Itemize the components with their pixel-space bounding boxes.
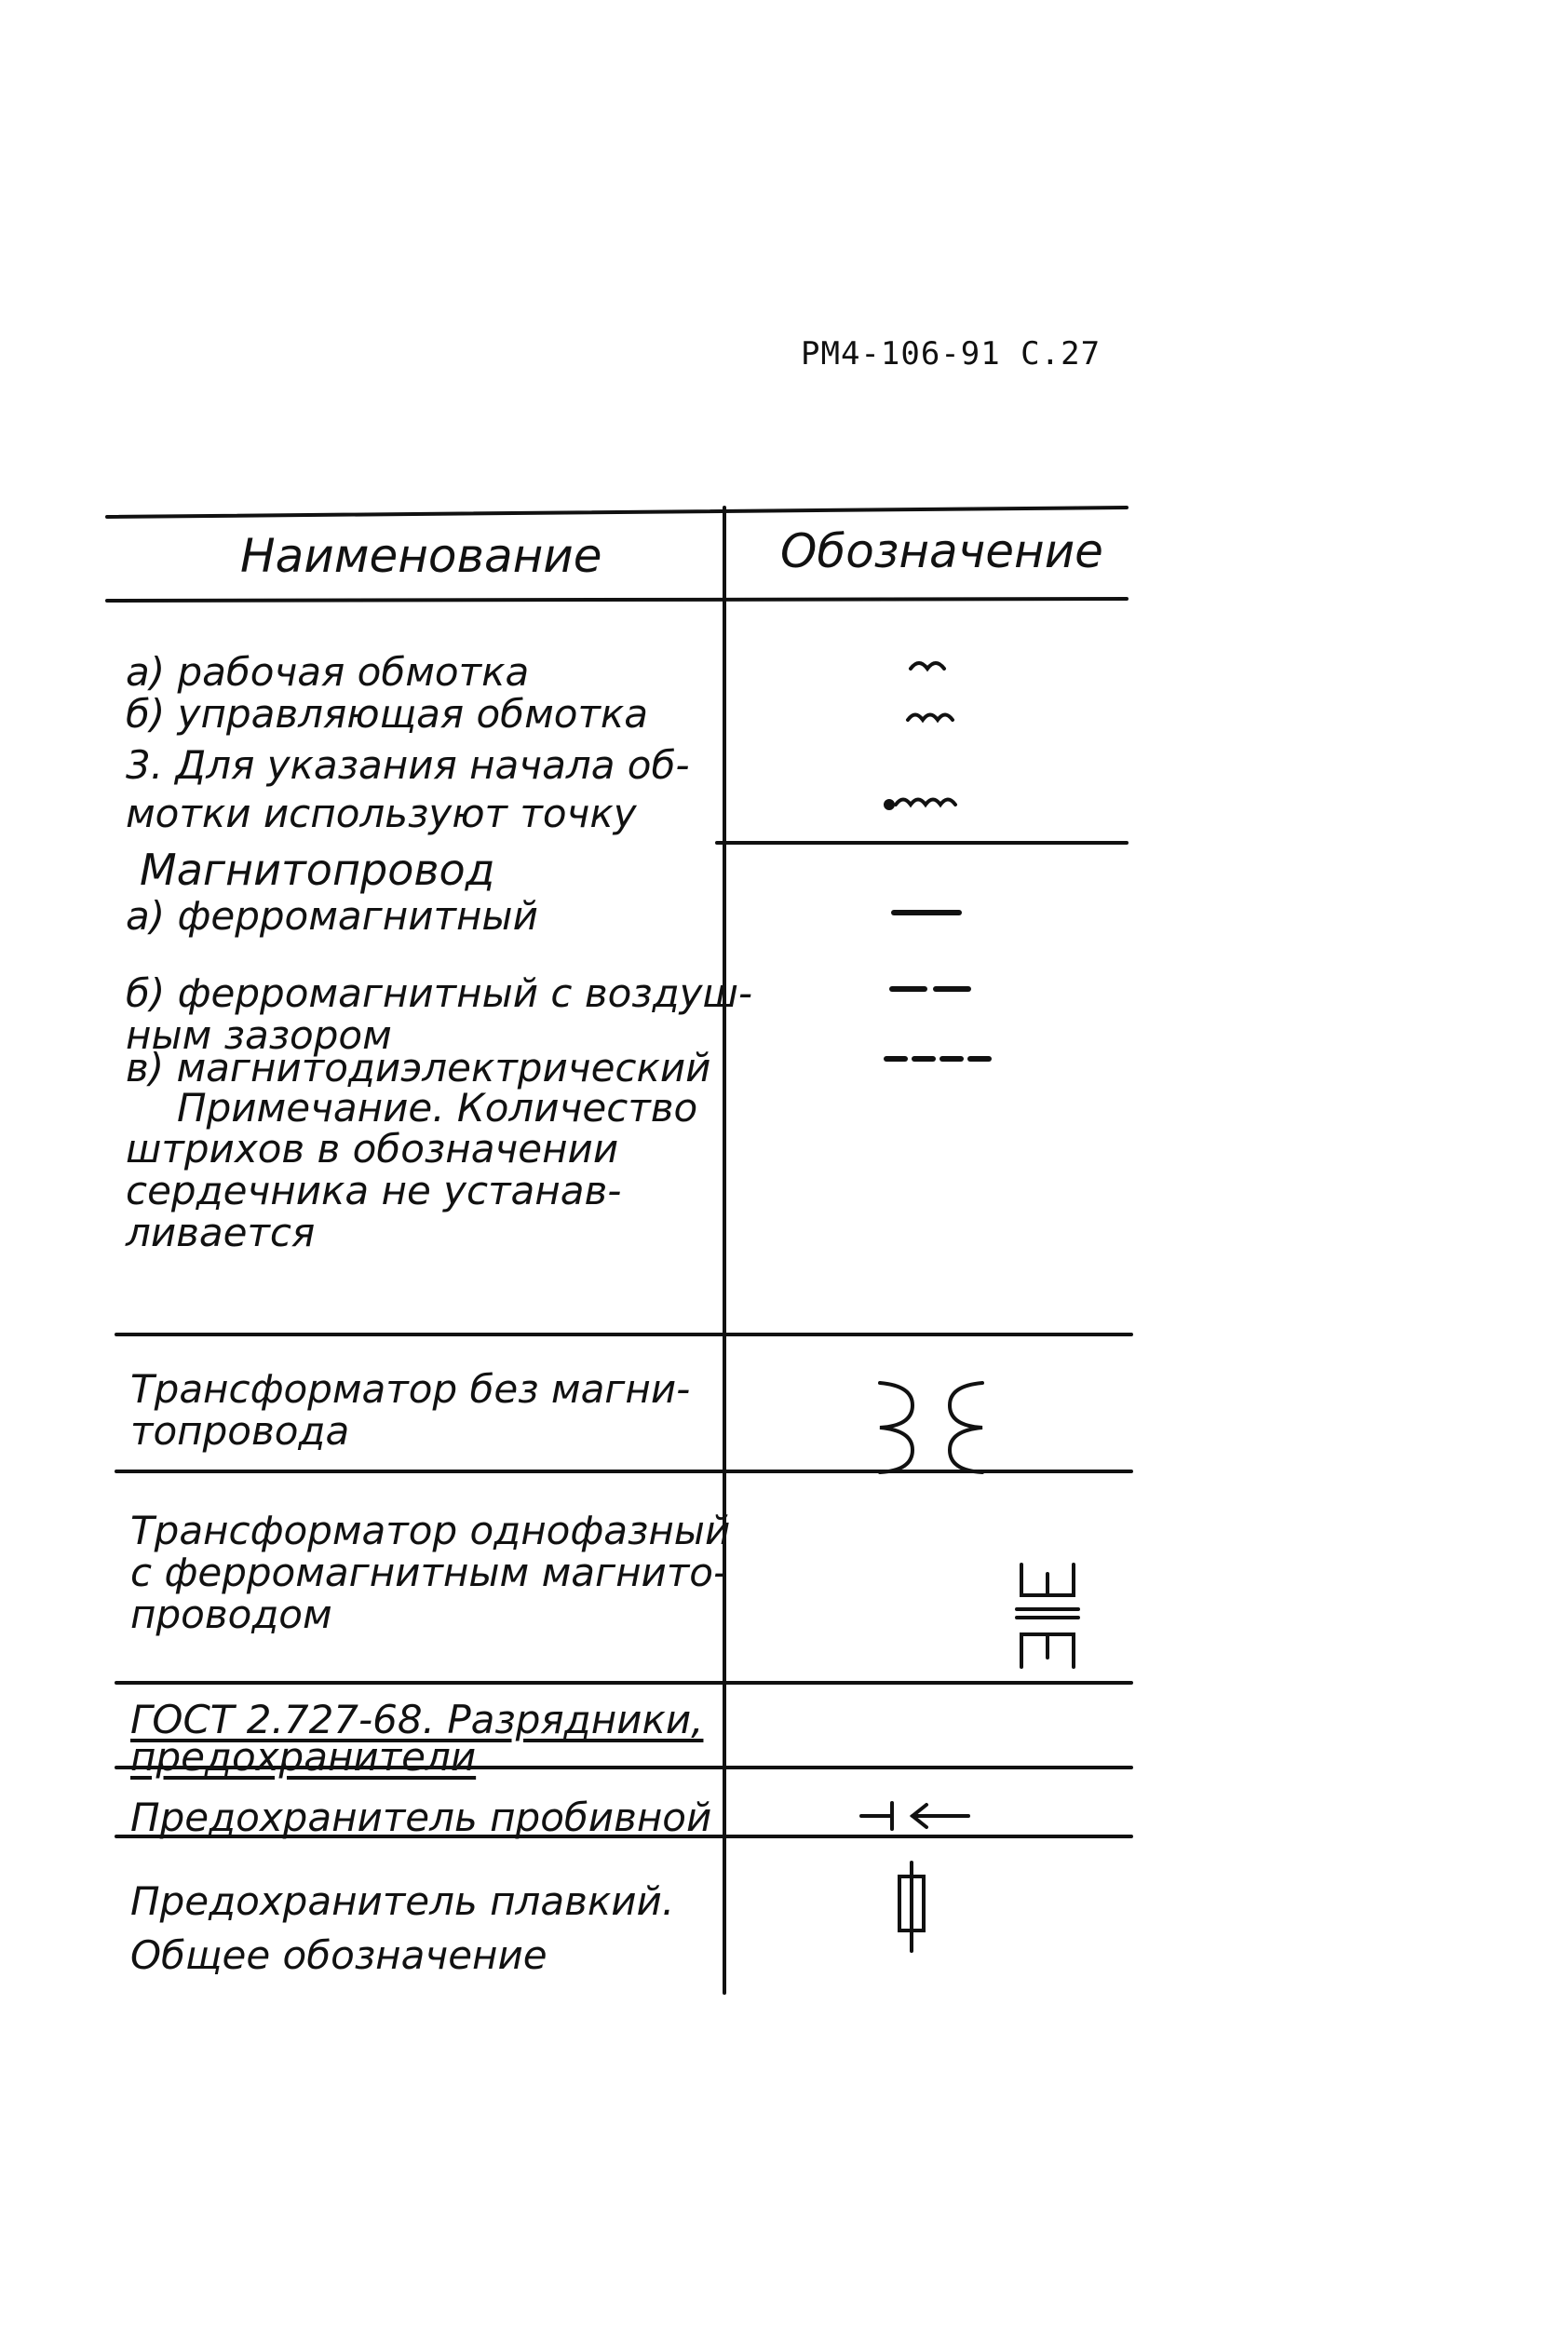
document-code: РМ4-106-91 С.27 [801,335,1102,373]
winding-start-note-line1: 3. Для указания начала об- [126,742,690,788]
core-note-line2: штрихов в обозначении [126,1126,619,1172]
ferromagnetic-core-label: а) ферромагнитный [126,893,538,939]
magnetodielectric-core-label: в) магнитодиэлектрический [126,1045,711,1090]
transformer-no-core-line2: топровода [130,1408,350,1454]
control-winding-label: б) управляющая обмотка [126,691,649,737]
core-note-line3: сердечника не устанав- [126,1168,622,1213]
breakdown-fuse-icon [861,1803,968,1829]
core-title: Магнитопровод [140,845,495,895]
fusible-fuse-line2: Общее обозначение [130,1932,547,1978]
control-winding-icon [908,715,953,721]
dotted-winding-icon [896,800,955,806]
table-top-rule [107,508,1127,517]
transformer-single-line3: проводом [130,1592,332,1637]
breakdown-fuse-label: Предохранитель пробивной [130,1795,712,1840]
core-note-line1: Примечание. Количество [177,1085,698,1131]
winding-start-dot-icon [885,801,893,808]
air-gap-core-label-line2: ным зазором [126,1012,392,1058]
transformer-single-line1: Трансформатор однофазный [130,1508,731,1553]
transformer-single-line2: с ферромагнитным магнито- [130,1550,728,1595]
fusible-fuse-icon [899,1863,924,1951]
transformer-no-core-line1: Трансформатор без магни- [130,1366,691,1412]
gost-reference-line2: предохранители [130,1734,477,1780]
winding-start-note-line2: мотки используют точку [126,791,637,836]
working-winding-label: а) рабочая обмотка [126,649,530,695]
header-bottom-rule [107,599,1127,601]
core-note-line4: ливается [126,1210,316,1255]
working-winding-icon [911,663,944,669]
column-header-symbol: Обозначение [780,524,1103,578]
air-gap-core-label-line1: б) ферромагнитный с воздуш- [126,970,753,1016]
column-header-name: Наименование [240,529,602,583]
fusible-fuse-line1: Предохранитель плавкий. [130,1878,675,1924]
transformer-no-core-icon [880,1383,982,1472]
transformer-single-phase-icon [1017,1565,1078,1667]
gost-reference-line1: ГОСТ 2.727-68. Разрядники, [130,1697,704,1742]
